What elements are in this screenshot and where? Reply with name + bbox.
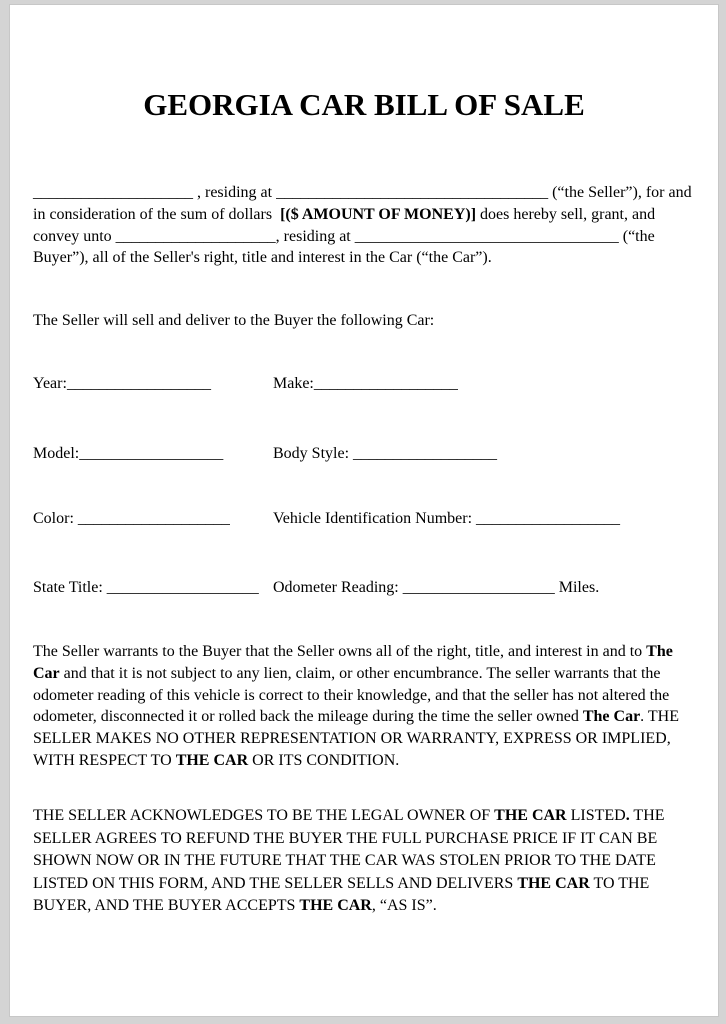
bold-text-segment: The	[646, 643, 673, 660]
state-title-label: State Title:	[33, 579, 107, 596]
text-segment: convey unto	[33, 227, 116, 245]
field-row	[33, 445, 705, 467]
make-label: Make:	[273, 375, 314, 392]
odometer-field	[273, 579, 599, 597]
field-row	[33, 510, 705, 532]
body-style-label: Body Style:	[273, 445, 354, 462]
text-segment: SELLER AGREES TO REFUND THE BUYER THE FULL PURCHASE PRICE IF IT CAN BE	[33, 829, 658, 847]
year-field	[33, 375, 211, 393]
text-segment: WITH RESPECT TO	[33, 751, 176, 769]
text-line	[33, 706, 705, 728]
text-segment: odometer, disconnected it or rolled back the mileage during the time the seller owned	[33, 708, 583, 726]
deliver-statement-text: The Seller will sell and deliver to the Buyer the following Car:	[33, 312, 435, 329]
make-field	[273, 375, 458, 393]
text-segment: LISTED	[566, 807, 626, 824]
field-row	[33, 375, 705, 397]
intro-paragraph	[33, 182, 705, 269]
bold-text-segment: THE CAR	[517, 874, 590, 892]
text-segment: in consideration of the sum of dollars	[33, 205, 281, 223]
text-segment: SHOWN NOW OR IN THE FUTURE THAT THE CAR WAS STOLEN PRIOR TO THE DATE	[33, 852, 656, 869]
text-line	[33, 182, 705, 204]
text-line	[33, 663, 705, 685]
text-segment: odometer reading of this vehicle is correct to their knowledge, and that the seller has not altered the	[33, 686, 670, 704]
vin-field	[273, 510, 620, 528]
year-blank: __________________	[66, 375, 211, 392]
text-segment: OR ITS CONDITION.	[248, 751, 400, 769]
text-line	[33, 850, 705, 873]
state-title-blank: ___________________	[106, 579, 259, 596]
text-segment: . THE	[640, 708, 679, 726]
bold-text-segment: [($ AMOUNT OF MONEY)]	[280, 205, 477, 223]
text-segment: ____________________ , residing at	[33, 184, 277, 201]
text-segment: BUYER, AND THE BUYER ACCEPTS	[33, 897, 300, 914]
text-segment: THE SELLER ACKNOWLEDGES TO BE THE LEGAL OWNER OF	[33, 807, 495, 824]
text-line	[33, 247, 705, 269]
text-line	[33, 728, 705, 750]
warranty-paragraph	[33, 641, 705, 772]
text-segment: The Seller warrants to the Buyer that the Seller owns all of the right, title, and interest in and to	[33, 643, 647, 660]
bold-text-segment: Car	[33, 664, 60, 682]
text-line	[33, 805, 705, 828]
bold-text-segment: THE CAR	[494, 807, 567, 824]
text-segment: _________________________________	[354, 227, 619, 245]
bold-text-segment: The Car	[582, 708, 641, 726]
odometer-suffix: Miles.	[554, 579, 600, 596]
model-blank: __________________	[79, 445, 224, 462]
field-row	[33, 579, 705, 601]
text-segment: LISTED ON THIS FORM, AND THE SELLER SELLS AND DELIVERS	[33, 874, 518, 892]
text-line	[33, 828, 705, 851]
bold-text-segment: .	[625, 807, 630, 824]
odometer-blank: ___________________	[402, 579, 555, 596]
bold-text-segment: THE CAR	[299, 897, 372, 914]
body-style-field	[273, 445, 497, 463]
text-segment: , “AS IS”.	[371, 897, 437, 914]
text-line	[33, 641, 705, 663]
document-page	[10, 5, 718, 1016]
text-line	[33, 204, 705, 226]
body-style-blank: __________________	[353, 445, 498, 462]
text-segment: ____________________	[115, 227, 276, 245]
color-field	[33, 510, 230, 528]
text-segment: SELLER MAKES NO OTHER REPRESENTATION OR WARRANTY, EXPRESS OR IMPLIED,	[33, 730, 671, 748]
model-field	[33, 445, 223, 463]
state-title-field	[33, 579, 259, 597]
text-segment: (“the	[618, 227, 655, 245]
text-segment: __________________________________	[276, 184, 549, 201]
year-label: Year:	[33, 375, 67, 392]
text-line	[33, 873, 705, 896]
model-label: Model:	[33, 445, 80, 462]
text-segment: Buyer”), all of the Seller's right, title and interest in the Car (“the Car”).	[33, 249, 492, 267]
text-line	[33, 226, 705, 248]
text-segment: , residing at	[275, 227, 355, 245]
text-line	[33, 685, 705, 707]
deliver-statement	[33, 310, 705, 332]
text-line	[33, 750, 705, 772]
text-segment: THE	[629, 807, 665, 824]
text-segment: does hereby sell, grant, and	[476, 205, 656, 223]
text-segment: and that it is not subject to any lien, claim, or other encumbrance. The seller warrants that the	[59, 664, 661, 682]
acknowledgement-paragraph	[33, 805, 705, 918]
color-label: Color:	[33, 510, 78, 527]
text-segment: TO THE	[589, 874, 650, 892]
text-line	[33, 895, 705, 918]
color-blank: ___________________	[77, 510, 230, 527]
vin-label: Vehicle Identification Number:	[273, 510, 477, 527]
vin-blank: __________________	[476, 510, 621, 527]
bold-text-segment: THE CAR	[175, 751, 249, 769]
odometer-label: Odometer Reading:	[273, 579, 403, 596]
make-blank: __________________	[313, 375, 458, 392]
text-segment: (“the Seller”), for and	[548, 184, 692, 201]
document-title: GEORGIA CAR BILL OF SALE	[143, 87, 585, 122]
